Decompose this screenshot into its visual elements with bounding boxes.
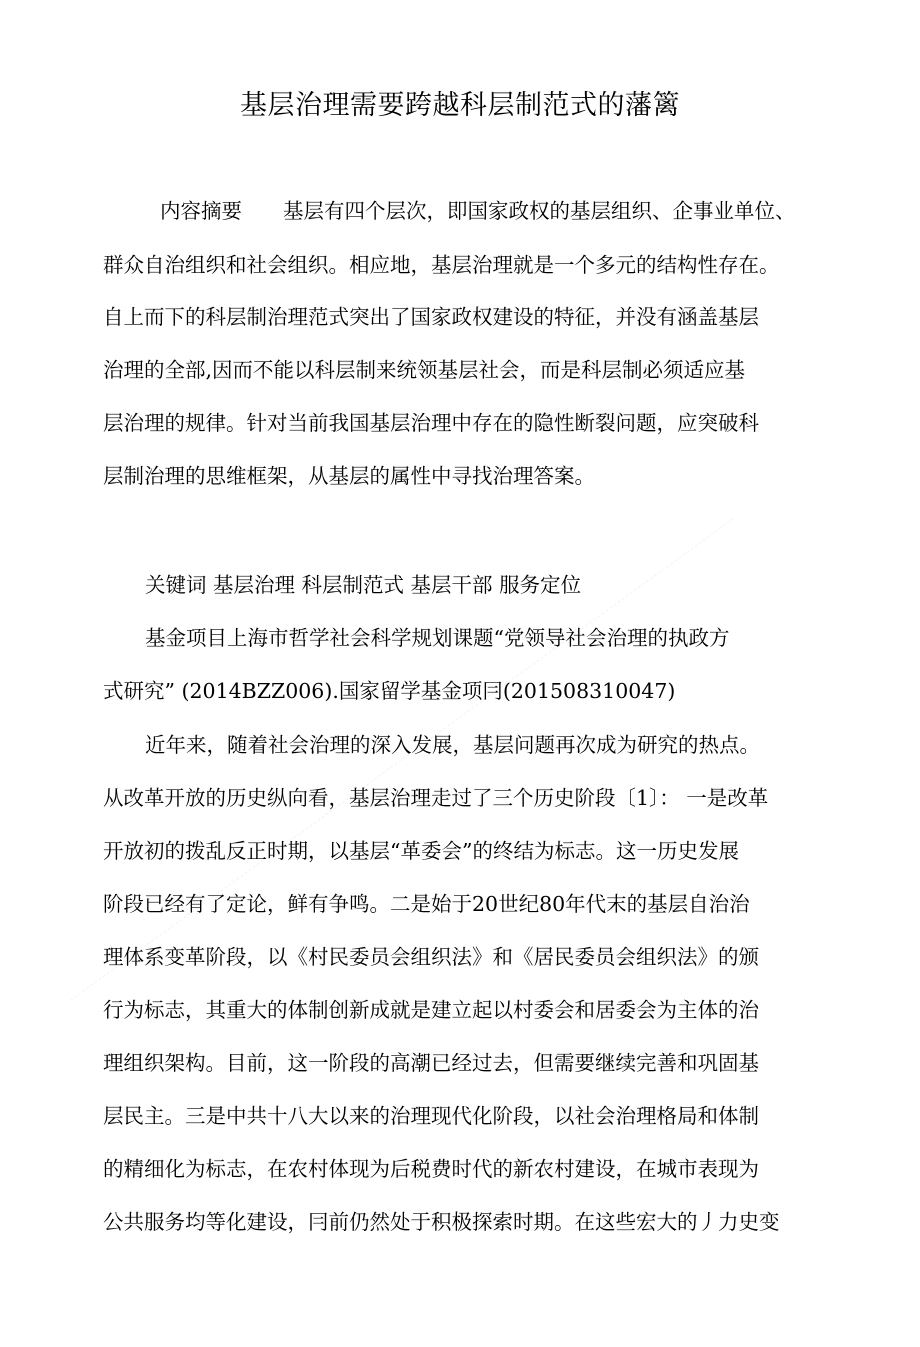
body-line: 理体系变革阶段，以《村民委员会组织法》和《居民委员会组织法》的颁 bbox=[103, 945, 759, 969]
body-line: 的精细化为标志，在农村体现为后税费时代的新农村建设，在城市表现为 bbox=[103, 1157, 759, 1181]
fund-line: 基金项目上海市哲学社会科学规划课题“党领导社会治理的执政方 bbox=[145, 626, 730, 650]
abstract-line: 自上而下的科层制治理范式突出了国家政权建设的特征，并没有涵盖基层 bbox=[103, 305, 759, 329]
body-line: 从改革开放的历史纵向看，基层治理走过了三个历史阶段〔1〕： 一是改革 bbox=[103, 786, 769, 810]
body-line: 公共服务均等化建设，冃前仍然处于积极探索时期。在这些宏大的丿力史变 bbox=[103, 1210, 780, 1234]
abstract-line: 群众自治组织和社会组织。相应地，基层治理就是一个多元的结构性存在。 bbox=[103, 253, 780, 277]
keywords-line: 关键词 基层治理 科层制范式 基层干部 服务定位 bbox=[145, 573, 582, 597]
body-line: 层民主。三是中共十八大以来的治理现代化阶段，以社会治理格局和体制 bbox=[103, 1104, 759, 1128]
abstract-line: 层治理的规律。针对当前我国基层治理中存在的隐性断裂问题，应突破科 bbox=[103, 411, 759, 435]
body-line: 近年来，随着社会治理的深入发展，基层问题再次成为研究的热点。 bbox=[145, 733, 760, 757]
abstract-line: 内容摘要 基层有四个层次，即国家政权的基层组织、企事业单位、 bbox=[160, 199, 796, 223]
abstract-line: 层制治理的思维框架，从基层的属性中寻找治理答案。 bbox=[103, 464, 595, 488]
body-line: 理组织架构。目前，这一阶段的高潮已经过去，但需要继续完善和巩固基 bbox=[103, 1051, 759, 1075]
abstract-line: 治理的全部,因而不能以科层制来统领基层社会，而是科层制必须适应基 bbox=[103, 358, 746, 382]
body-line: 行为标志，其重大的体制创新成就是建立起以村委会和居委会为主体的治 bbox=[103, 998, 759, 1022]
document-title: 基层治理需要跨越科层制范式的藩篱 bbox=[240, 90, 680, 121]
body-line: 开放初的拨乱反正时期，以基层“革委会”的终结为标志。这一历史发展 bbox=[103, 839, 739, 863]
body-line: 阶段已经有了定论，鲜有争鸣。二是始于20世纪80年代末的基层自治治 bbox=[103, 892, 750, 916]
fund-line: 式研究” (2014BZZ006).国家留学基金项冃(201508310047) bbox=[103, 679, 676, 703]
